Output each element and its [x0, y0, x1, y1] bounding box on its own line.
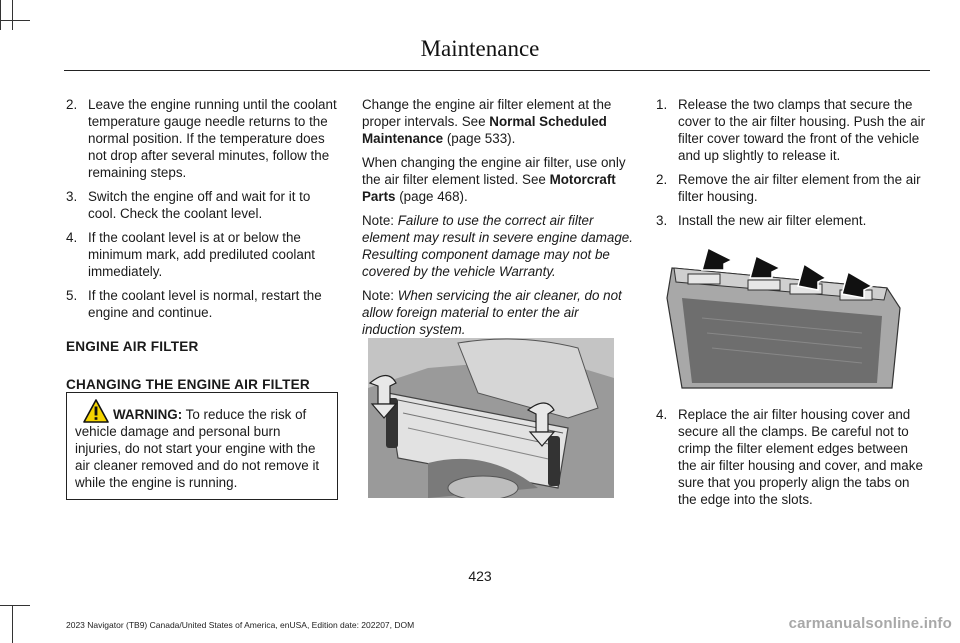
crop-mark [0, 20, 30, 21]
crop-mark [12, 605, 13, 643]
page-number: 423 [468, 568, 492, 584]
link-motorcraft-parts[interactable]: Motorcraft Parts [362, 172, 616, 204]
list-item: 1. Release the two clamps that secure the cover to the air filter housing. Push the air filter cover toward the front of the vehicle and up slightly to release it. [656, 97, 926, 163]
column-middle [362, 96, 634, 345]
list-item: 3. Switch the engine off and wait for it to cool. Check the coolant level. [66, 189, 311, 221]
paragraph-intervals: Change the engine air filter element at the proper intervals. See Normal Scheduled Maintenance (page 533). [362, 97, 612, 146]
column-right-continued [656, 406, 930, 515]
warning-label: WARNING: [113, 407, 183, 422]
note-foreign-material: Note: When servicing the air cleaner, do not allow foreign material to enter the air induction system. [362, 288, 622, 337]
filter-steps-list [656, 96, 930, 229]
list-item: 4. Replace the air filter housing cover and secure all the clamps. Be careful not to crimp the filter element edges between the air filter housing and cover, and make sure that you properly align the tabs on the edge into the slots. [656, 407, 923, 507]
list-item: 5. If the coolant level is normal, restart the engine and continue. [66, 288, 322, 320]
column-right [656, 96, 930, 236]
list-item: 2. Leave the engine running until the coolant temperature gauge needle returns to the normal position. If the temperature does not drop after several minutes, follow the remaining steps. [66, 97, 337, 180]
warning-triangle-icon [83, 399, 109, 423]
watermark: carmanualsonline.info [788, 615, 952, 632]
air-filter-clamps-illustration [368, 338, 614, 498]
list-item: 4. If the coolant level is at or below the minimum mark, add prediluted coolant immediately. [66, 230, 316, 279]
crop-mark [12, 0, 13, 30]
crop-mark [0, 605, 30, 606]
section-heading-changing-filter: CHANGING THE ENGINE AIR FILTER [66, 377, 310, 392]
air-filter-housing-tabs-illustration [662, 238, 908, 396]
filter-steps-list-continued [656, 406, 930, 508]
coolant-steps-list [66, 96, 338, 321]
section-heading-engine-air-filter: ENGINE AIR FILTER [66, 339, 199, 354]
warning-box [66, 392, 338, 500]
note-correct-filter: Note: Failure to use the correct air filter element may result in severe engine damage. Resulting component damage may not be covered by the vehicle Warranty. [362, 213, 633, 279]
paragraph-element-listed: When changing the engine air filter, use only the air filter element listed. See Motorcraft Parts (page 468). [362, 155, 626, 204]
column-left [66, 96, 338, 393]
page-title: Maintenance [420, 36, 540, 61]
list-item: 3. Install the new air filter element. [656, 213, 867, 228]
warning-text: To reduce the risk of vehicle damage and personal burn injuries, do not start your engine with the air cleaner removed and do not remove it while the engine is running. [75, 407, 320, 490]
link-normal-scheduled-maintenance[interactable]: Normal Scheduled Maintenance [362, 114, 607, 146]
edition-line: 2023 Navigator (TB9) Canada/United States of America, enUSA, Edition date: 202207, DOM [66, 620, 415, 630]
header-rule [64, 70, 930, 71]
list-item: 2. Remove the air filter element from the air filter housing. [656, 172, 921, 204]
crop-mark [0, 0, 1, 30]
